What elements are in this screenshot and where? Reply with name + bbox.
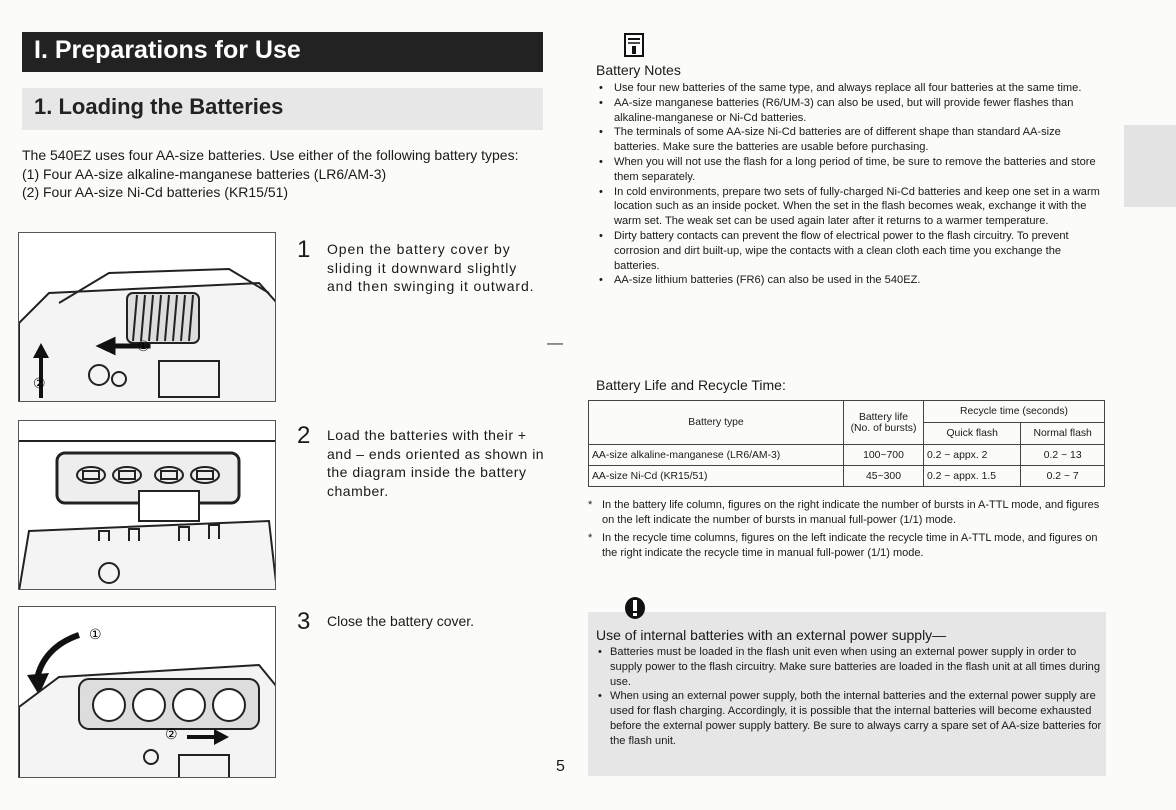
intro-paragraph <box>22 146 546 202</box>
header-quick-flash: Quick flash <box>924 423 1021 445</box>
battery-notes-title: Battery Notes <box>596 62 681 78</box>
battery-chamber-illustration <box>19 421 276 590</box>
margin-arrow-mark: — <box>547 335 563 352</box>
battery-option-1: (1) Four AA-size alkaline-manganese batteries (LR6/AM-3) <box>22 165 387 182</box>
battery-notes-list <box>596 81 1104 288</box>
memo-icon <box>624 33 644 57</box>
step-label-1: ① <box>137 339 150 355</box>
step-1-text: Open the battery cover by sliding it downward slightly and then swinging it outward. <box>327 241 535 294</box>
footnote: * In the recycle time columns, figures on the left indicate the recycle time in A-TTL mode, and figures on the right indicate the recycle time in manual full-power (1/1) mode. <box>588 531 1108 561</box>
flash-close-cover-illustration <box>19 607 276 778</box>
list-item: • Use four new batteries of the same type, and always replace all four batteries at the same time. <box>596 81 1104 96</box>
list-item: • Dirty battery contacts can prevent the flow of electrical power to the flash circuitry. To prevent corrosion and dirt built-up, wipe the contacts with a clean cloth each time you exchange the batteries. <box>596 229 1104 273</box>
warning-list <box>596 645 1102 749</box>
step-2-text: Load the batteries with their + and – ends oriented as shown in the diagram inside the battery chamber. <box>327 427 545 499</box>
list-item: • In cold environments, prepare two sets of fully-charged Ni-Cd batteries and keep one set in a warm location such as an inside pocket. When the set in the flash becomes weak, exchange it with the warm set. The weak set can be used again later after it returns to a warmer temperature. <box>596 185 1104 229</box>
table-row: AA-size alkaline-manganese (LR6/AM-3) 100~700 0.2 ~ appx. 2 0.2 ~ 13 <box>589 445 1105 466</box>
warning-title: Use of internal batteries with an external power supply— <box>596 627 947 643</box>
step-label-1b: ① <box>89 627 102 643</box>
battery-option-2: (2) Four AA-size Ni-Cd batteries (KR15/51) <box>22 184 289 200</box>
figure-load-batteries <box>18 420 276 590</box>
intro-text: The 540EZ uses four AA-size batteries. Use either of the following battery types: <box>22 147 519 163</box>
list-item: • AA-size manganese batteries (R6/UM-3) can also be used, but will provide fewer flashes than alkaline-manganese or Ni-Cd batteries. <box>596 96 1104 126</box>
header-battery-type: Battery type <box>589 401 844 445</box>
list-item: • The terminals of some AA-size Ni-Cd batteries are of different shape than standard AA-size batteries. Make sure the batteries are usable before purchasing. <box>596 125 1104 155</box>
header-battery-life: Battery life (No. of bursts) <box>844 401 924 445</box>
header-recycle-time: Recycle time (seconds) <box>924 401 1105 423</box>
battery-life-title: Battery Life and Recycle Time: <box>596 377 786 393</box>
footnote: * In the battery life column, figures on the right indicate the number of bursts in A-TTL mode, and figures on the left indicate the number of bursts in manual full-power (1/1) mode. <box>588 498 1108 528</box>
battery-life-table <box>588 400 1105 487</box>
table-footnotes <box>588 498 1108 564</box>
step-3-text: Close the battery cover. <box>327 613 475 629</box>
list-item: • Batteries must be loaded in the flash unit even when using an external power supply in order to supply power to the flash circuitry. Make sure batteries are loaded in the flash unit at all times during use. <box>596 645 1102 689</box>
header-normal-flash: Normal flash <box>1021 423 1105 445</box>
step-label-2: ② <box>33 376 46 392</box>
side-thumb-tab <box>1124 125 1176 207</box>
table-row: AA-size Ni-Cd (KR15/51) 45~300 0.2 ~ appx. 1.5 0.2 ~ 7 <box>589 466 1105 487</box>
page-number: 5 <box>556 758 565 775</box>
step-1-number: 1 <box>297 236 311 263</box>
section-title: I. Preparations for Use <box>22 32 543 72</box>
subsection-title: 1. Loading the Batteries <box>22 88 543 130</box>
list-item: • When you will not use the flash for a long period of time, be sure to remove the batteries and store them separately. <box>596 155 1104 185</box>
flash-open-cover-illustration <box>19 233 276 402</box>
list-item: • When using an external power supply, both the internal batteries and the external power supply are used for flash charging. Accordingly, it is possible that the internal batteries will become exhausted before the external power supply battery. Be sure to always carry a spare set of AA-size batteries for the flash unit. <box>596 689 1102 748</box>
step-2-number: 2 <box>297 422 311 449</box>
step-label-2b: ② <box>165 727 178 743</box>
figure-open-cover <box>18 232 276 402</box>
figure-close-cover <box>18 606 276 778</box>
list-item: • AA-size lithium batteries (FR6) can also be used in the 540EZ. <box>596 273 1104 288</box>
step-3-number: 3 <box>297 608 311 635</box>
caution-icon <box>624 596 646 620</box>
